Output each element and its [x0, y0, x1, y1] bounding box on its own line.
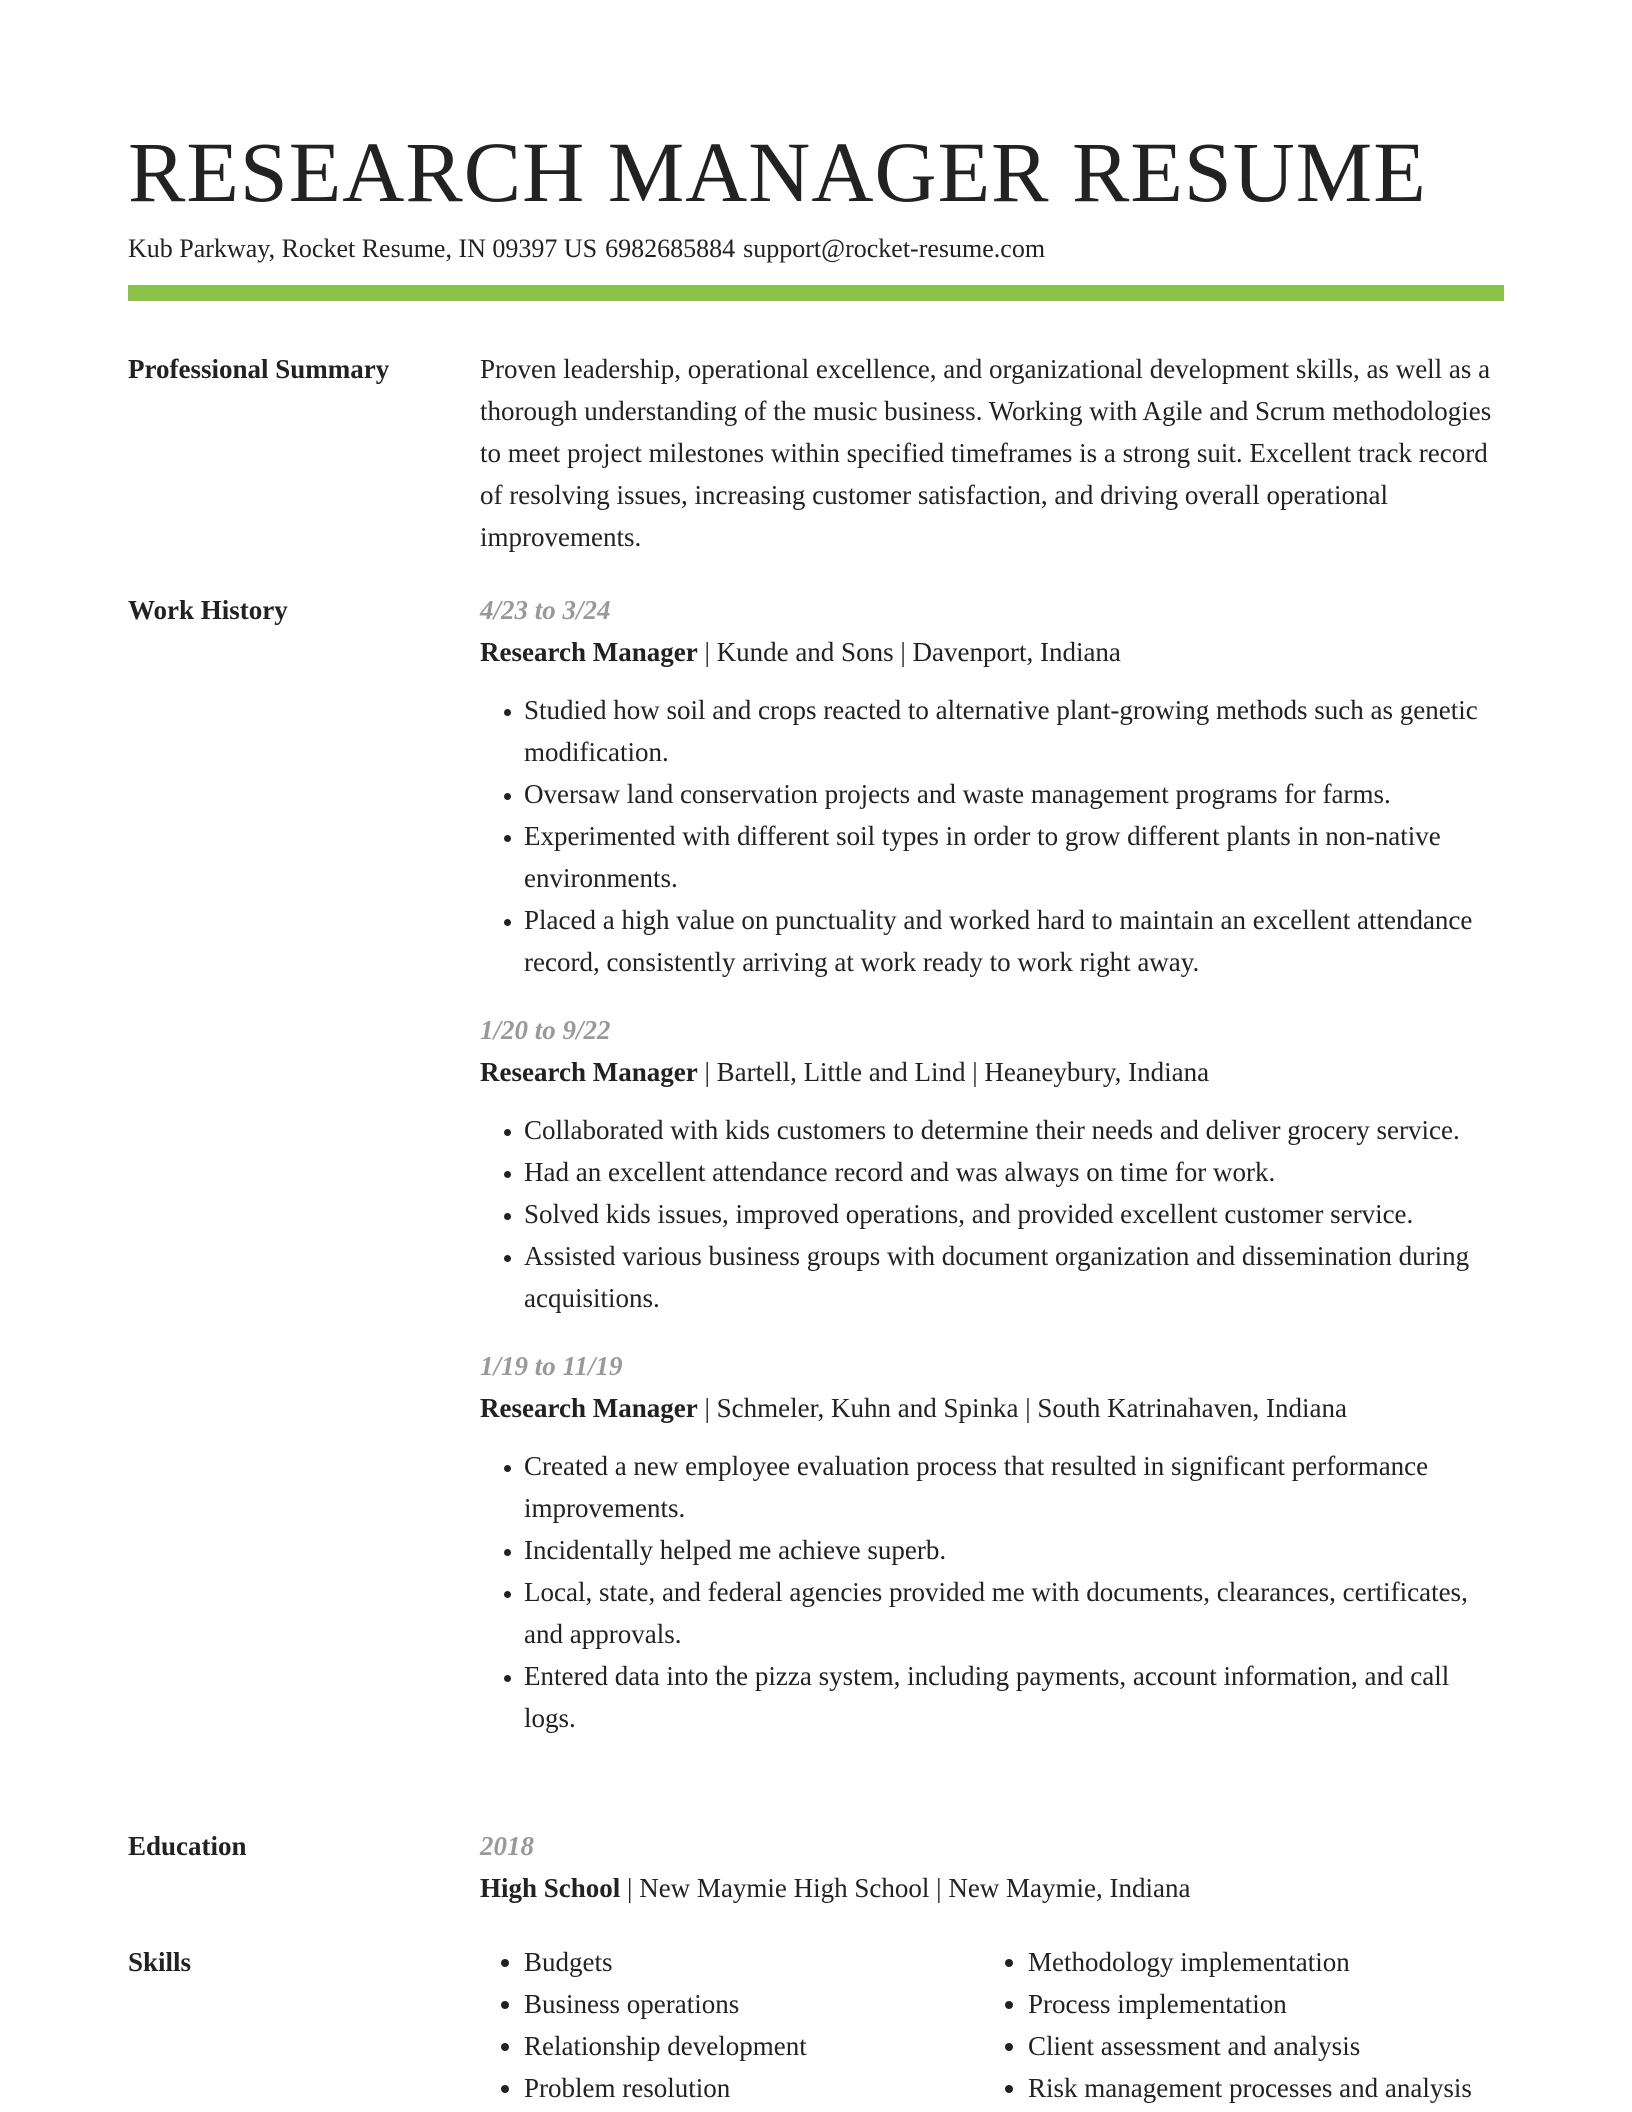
job-role: Research Manager — [480, 1393, 698, 1423]
section-label-summary: Professional Summary — [128, 354, 390, 384]
job-bullets — [480, 1109, 1504, 1319]
job-details: | Kunde and Sons | Davenport, Indiana — [697, 637, 1121, 667]
education-details: | New Maymie High School | New Maymie, Indiana — [620, 1873, 1191, 1903]
list-item: • Local, state, and federal agencies provided me with documents, clearances, certificates, and approvals. — [524, 1571, 1504, 1655]
skills-column-right — [984, 1941, 1488, 2109]
contact-address: Kub Parkway, Rocket Resume, IN 09397 US — [128, 234, 598, 263]
job-details: | Schmeler, Kuhn and Spinka | South Katrinahaven, Indiana — [697, 1393, 1348, 1423]
resume-title: RESEARCH MANAGER RESUME — [128, 124, 1427, 220]
skills-list-left — [480, 1941, 984, 2109]
list-item: • Budgets — [524, 1941, 984, 1983]
list-item: • Assisted various business groups with document organization and dissemination during acquisitions. — [524, 1235, 1504, 1319]
list-item: • Had an excellent attendance record and was always on time for work. — [524, 1151, 1504, 1193]
list-item: • Relationship development — [524, 2025, 984, 2067]
work-body — [480, 589, 1504, 1765]
job-role: Research Manager — [480, 1057, 698, 1087]
job-details: | Bartell, Little and Lind | Heaneybury, Indiana — [697, 1057, 1210, 1087]
education-body — [480, 1825, 1504, 1909]
section-label-work: Work History — [128, 595, 288, 625]
list-item: • Oversaw land conservation projects and waste management programs for farms. — [524, 773, 1504, 815]
job-dates: 1/20 to 9/22 — [480, 1015, 611, 1045]
job-entry — [480, 589, 1504, 983]
summary-text: Proven leadership, operational excellence, and organizational development skills, as well as a thorough understanding of the music business. Working with Agile and Scrum methodologies to meet project milestones within specified timeframes is a strong suit. Excellent track record of resolving issues, increasing customer satisfaction, and driving overall operational improvements. — [480, 354, 1492, 552]
job-role: Research Manager — [480, 637, 698, 667]
education-line — [480, 1867, 1504, 1909]
job-dates: 1/19 to 11/19 — [480, 1351, 623, 1381]
section-label-skills: Skills — [128, 1947, 192, 1977]
summary-body — [480, 348, 1504, 558]
job-entry — [480, 1009, 1504, 1319]
header-divider — [128, 285, 1504, 301]
list-item: • Collaborated with kids customers to determine their needs and deliver grocery service. — [524, 1109, 1504, 1151]
list-item: • Process implementation — [1028, 1983, 1488, 2025]
list-item: • Solved kids issues, improved operations, and provided excellent customer service. — [524, 1193, 1504, 1235]
job-title-line — [480, 631, 1504, 673]
job-title-line — [480, 1387, 1504, 1429]
job-title-line — [480, 1051, 1504, 1093]
contact-phone: 6982685884 — [605, 234, 736, 263]
list-item: • Entered data into the pizza system, including payments, account information, and call logs. — [524, 1655, 1504, 1739]
skills-column-left — [480, 1941, 984, 2109]
job-dates: 4/23 to 3/24 — [480, 595, 611, 625]
skills-body — [480, 1941, 1504, 2109]
list-item: • Client assessment and analysis — [1028, 2025, 1488, 2067]
list-item: • Business operations — [524, 1983, 984, 2025]
section-label-education: Education — [128, 1831, 247, 1861]
education-degree: High School — [480, 1873, 621, 1903]
list-item: • Placed a high value on punctuality and worked hard to maintain an excellent attendance record, consistently arriving at work ready to work right away. — [524, 899, 1504, 983]
job-bullets — [480, 1445, 1504, 1739]
contact-line — [128, 232, 1045, 266]
skills-list-right — [984, 1941, 1488, 2109]
list-item: • Studied how soil and crops reacted to alternative plant-growing methods such as genetic modification. — [524, 689, 1504, 773]
list-item: • Methodology implementation — [1028, 1941, 1488, 1983]
contact-email: support@rocket-resume.com — [743, 234, 1046, 263]
list-item: • Incidentally helped me achieve superb. — [524, 1529, 1504, 1571]
list-item: • Risk management processes and analysis — [1028, 2067, 1488, 2109]
list-item: • Experimented with different soil types in order to grow different plants in non-native environments. — [524, 815, 1504, 899]
job-bullets — [480, 689, 1504, 983]
education-year: 2018 — [480, 1831, 534, 1861]
list-item: • Problem resolution — [524, 2067, 984, 2109]
job-entry — [480, 1345, 1504, 1739]
list-item: • Created a new employee evaluation process that resulted in significant performance improvements. — [524, 1445, 1504, 1529]
